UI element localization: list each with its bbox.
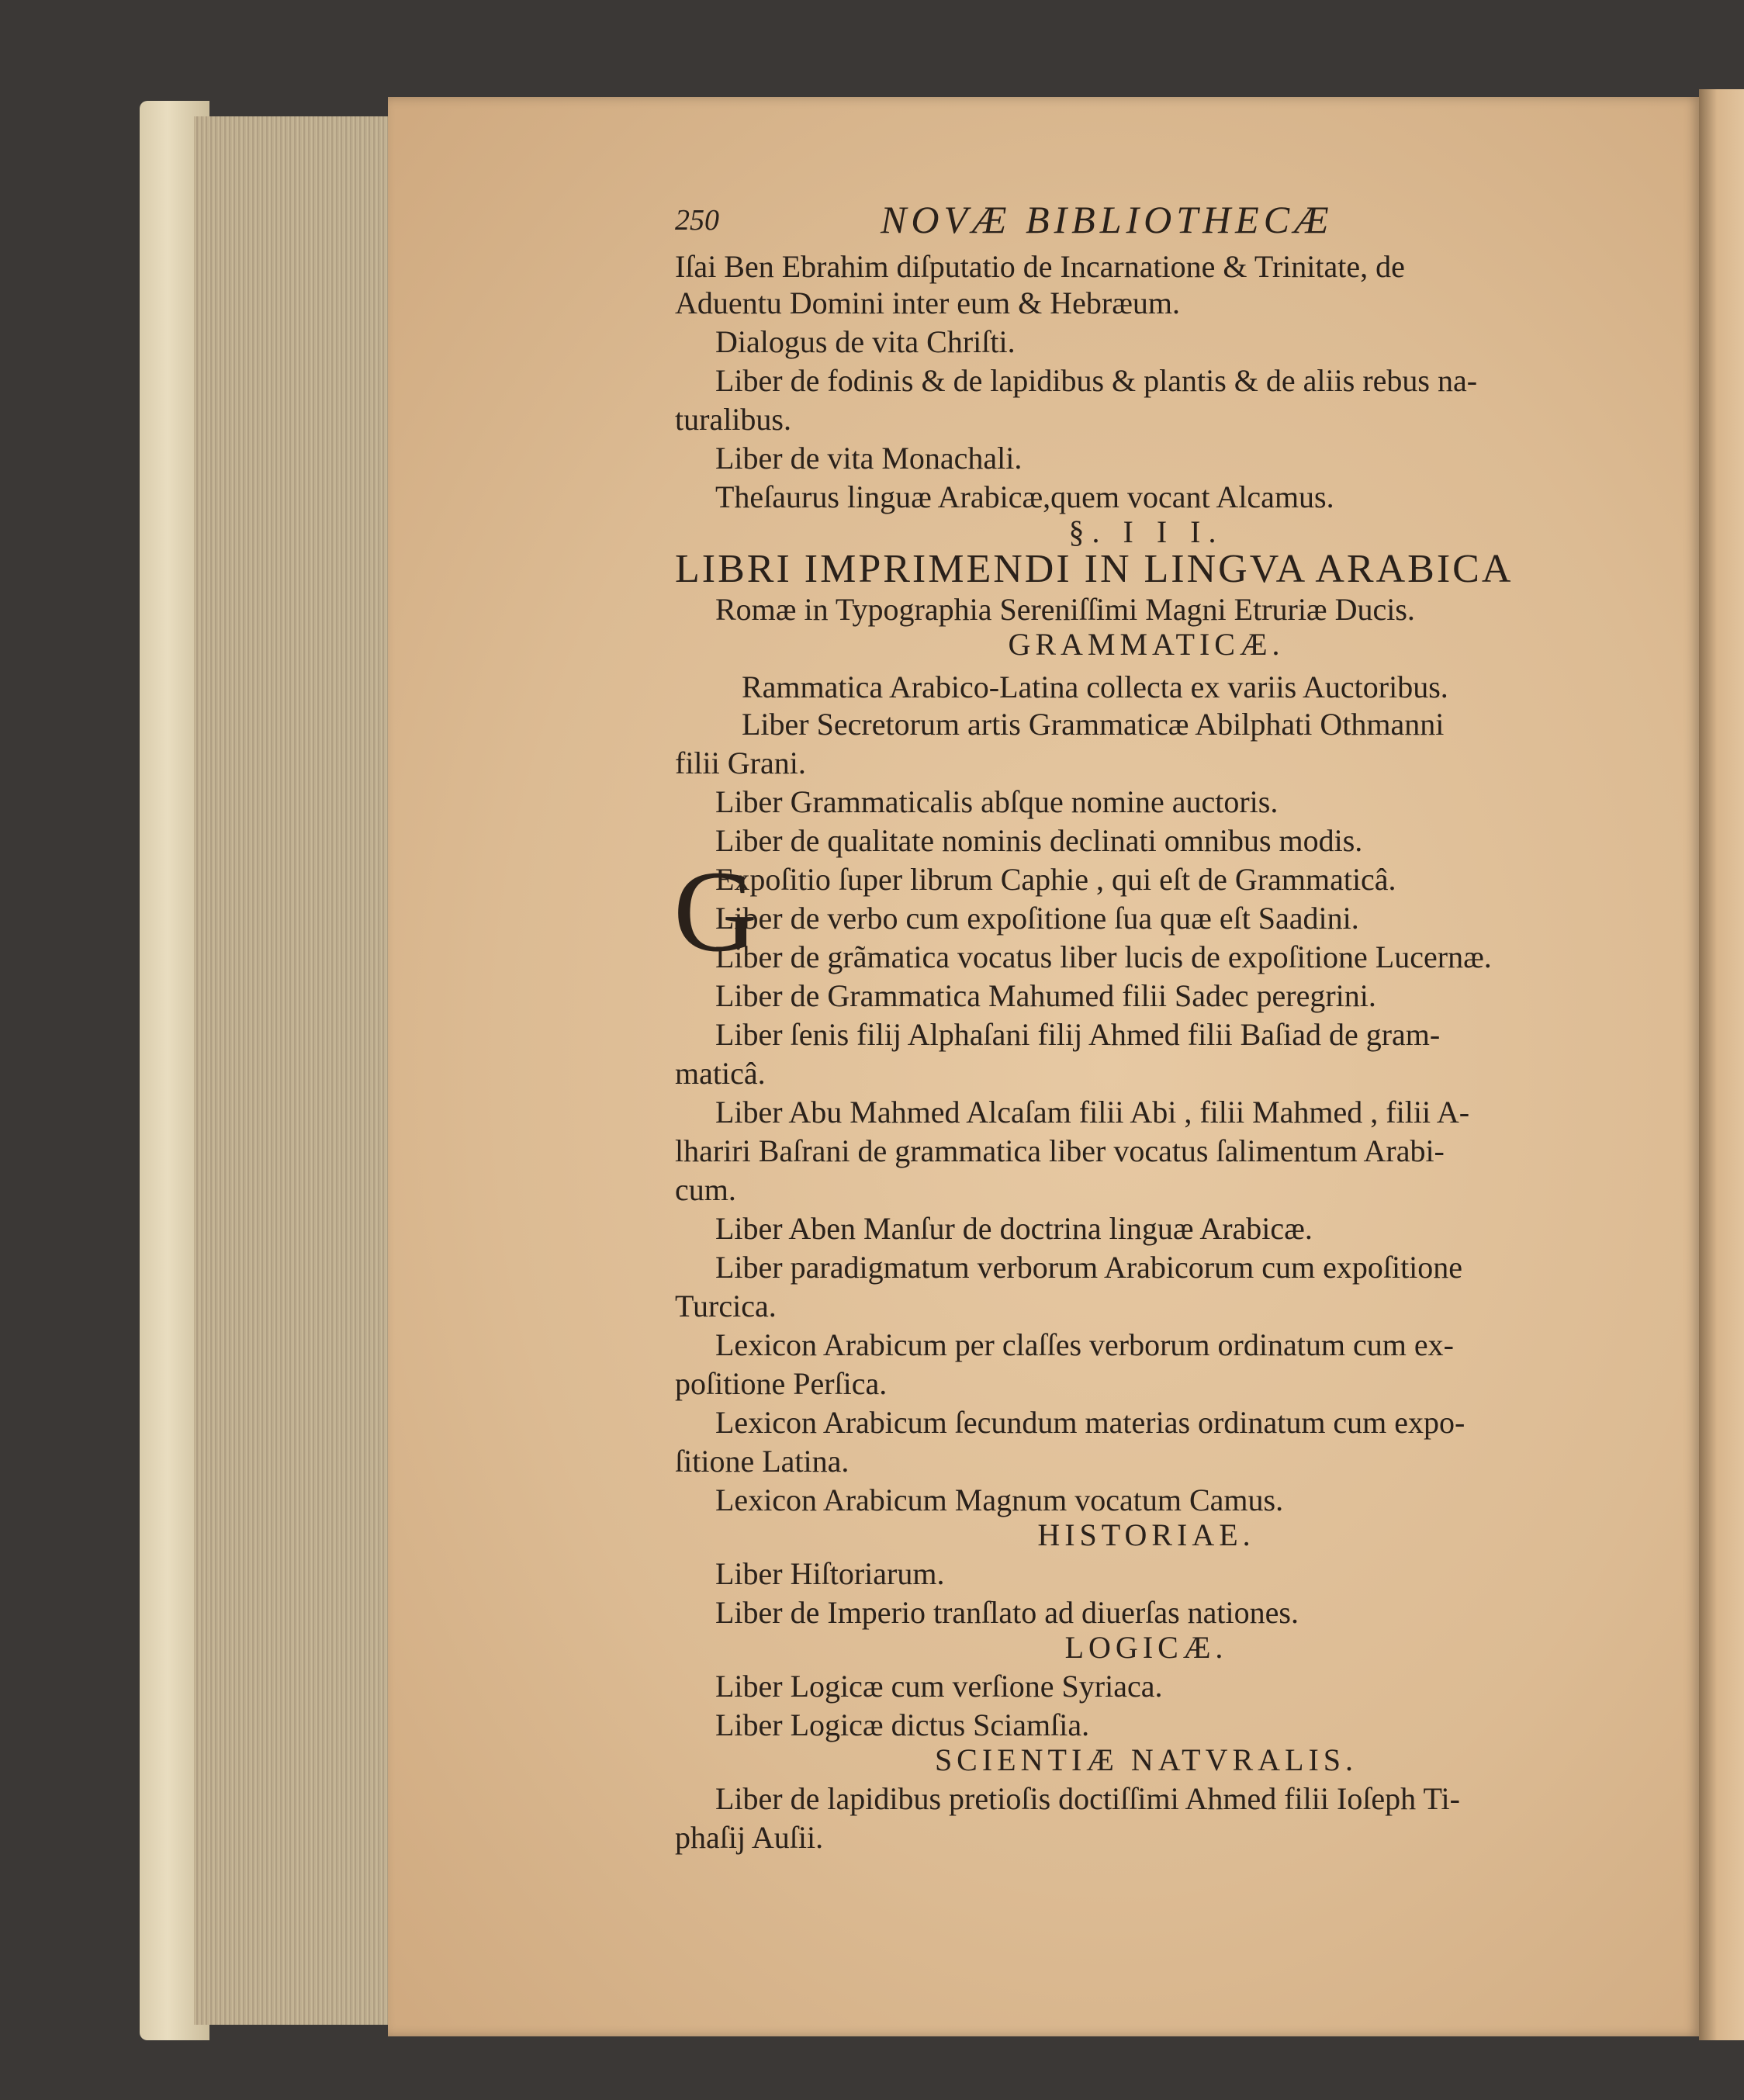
running-title: NOVÆ BIBLIOTHECÆ bbox=[881, 198, 1334, 241]
text-line: Turcica. bbox=[675, 1289, 777, 1323]
text-line: Liber Logicæ dictus Sciamſia. bbox=[715, 1707, 1090, 1742]
text-line: Liber de vita Monachali. bbox=[715, 441, 1023, 476]
text-line: turalibus. bbox=[675, 402, 791, 437]
section-subheading: Romæ in Typographia Sereniſſimi Magni Etruriæ Ducis. bbox=[715, 592, 1415, 627]
page-number: 250 bbox=[675, 204, 719, 237]
text-line: Lexicon Arabicum ſecundum materias ordinatum cum expo- bbox=[715, 1405, 1465, 1440]
subsection-heading-historiae: HISTORIAE. bbox=[1037, 1517, 1255, 1552]
page-edges bbox=[194, 116, 403, 2025]
facing-page-edge bbox=[1699, 89, 1744, 2040]
text-line: poſitione Perſica. bbox=[675, 1366, 888, 1401]
text-line: Liber de lapidibus pretioſis doctiſſimi Ahmed filii Ioſeph Ti- bbox=[715, 1781, 1460, 1816]
drop-cap: G bbox=[673, 847, 758, 976]
text-line: Liber de qualitate nominis declinati omnibus modis. bbox=[715, 823, 1363, 858]
text-line: phaſij Auſii. bbox=[675, 1820, 824, 1855]
text-line: Lexicon Arabicum per claſſes verborum ordinatum cum ex- bbox=[715, 1327, 1454, 1362]
text-line: Rammatica Arabico-Latina collecta ex variis Auctoribus. bbox=[742, 669, 1448, 704]
subsection-heading-logicae: LOGICÆ. bbox=[1064, 1630, 1228, 1665]
text-line: ſitione Latina. bbox=[675, 1444, 850, 1479]
text-line: maticâ. bbox=[675, 1056, 766, 1091]
text-line: Liber de fodinis & de lapidibus & plantis & de aliis rebus na- bbox=[715, 363, 1478, 398]
text-line: Expoſitio ſuper librum Caphie , qui eſt de Grammaticâ. bbox=[715, 862, 1396, 897]
section-heading: LIBRI IMPRIMENDI IN LINGVA ARABICA bbox=[675, 547, 1514, 591]
text-line: Iſai Ben Ebrahim diſputatio de Incarnatione & Trinitate, de bbox=[675, 249, 1405, 284]
text-line: Liber de Grammatica Mahumed filii Sadec peregrini. bbox=[715, 978, 1376, 1013]
text-line: Liber de grãmatica vocatus liber lucis de expoſitione Lucernæ. bbox=[715, 939, 1492, 974]
text-line: Liber Secretorum artis Grammaticæ Abilphati Othmanni bbox=[742, 707, 1445, 742]
text-line: Liber paradigmatum verborum Arabicorum cum expoſitione bbox=[715, 1250, 1463, 1285]
text-line: Liber de Imperio tranſlato ad diuerſas nationes. bbox=[715, 1595, 1299, 1630]
text-line: Liber Aben Manſur de doctrina linguæ Arabicæ. bbox=[715, 1211, 1313, 1246]
text-line: Dialogus de vita Chriſti. bbox=[715, 324, 1016, 359]
text-line: Liber de verbo cum expoſitione ſua quæ eſt Saadini. bbox=[715, 901, 1359, 936]
text-line: Liber Abu Mahmed Alcaſam filii Abi , filii Mahmed , filii A- bbox=[715, 1095, 1470, 1130]
text-line: filii Grani. bbox=[675, 746, 806, 780]
text-line: lhariri Baſrani de grammatica liber vocatus ſalimentum Arabi- bbox=[675, 1133, 1445, 1168]
text-line: Liber Hiſtoriarum. bbox=[715, 1556, 945, 1591]
text-line: Aduentu Domini inter eum & Hebræum. bbox=[675, 285, 1181, 320]
text-line: Theſaurus linguæ Arabicæ,quem vocant Alcamus. bbox=[715, 479, 1334, 514]
text-line: Liber Logicæ cum verſione Syriaca. bbox=[715, 1669, 1163, 1704]
text-line: Liber Grammaticalis abſque nomine auctoris. bbox=[715, 784, 1279, 819]
subsection-heading-grammaticae: GRAMMATICÆ. bbox=[1008, 627, 1285, 662]
section-number: §. I I I. bbox=[1068, 514, 1224, 549]
text-line: cum. bbox=[675, 1172, 736, 1207]
subsection-heading-scientiae: SCIENTIÆ NATVRALIS. bbox=[934, 1742, 1358, 1777]
text-line: Lexicon Arabicum Magnum vocatum Camus. bbox=[715, 1482, 1284, 1517]
text-line: Liber ſenis filij Alphaſani filij Ahmed filii Baſiad de gram- bbox=[715, 1017, 1441, 1052]
